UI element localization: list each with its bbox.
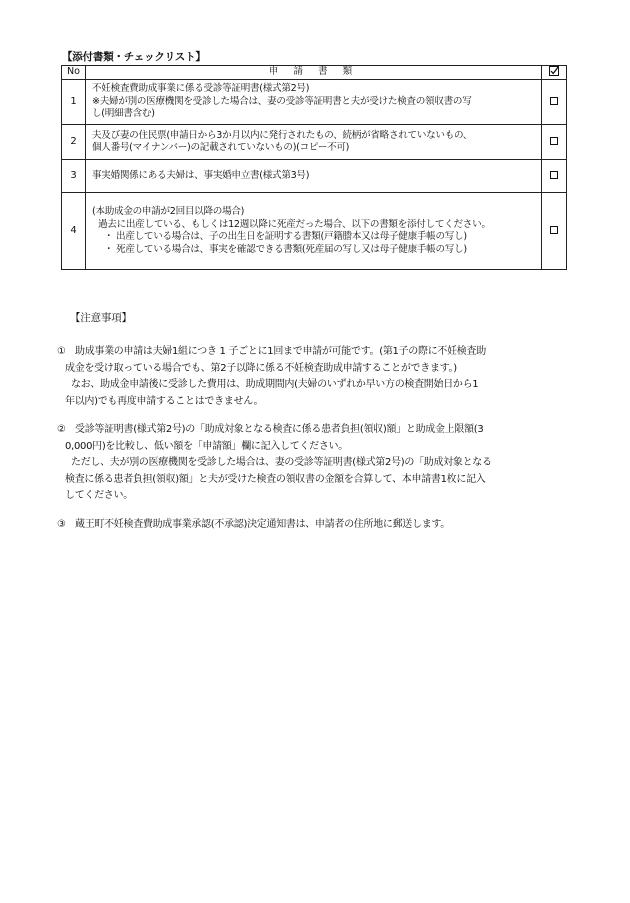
row-check-cell — [542, 125, 567, 160]
note-line: 年以内)でも再度申請することはできません。 — [65, 395, 264, 407]
header-check — [542, 66, 567, 80]
row-document — [86, 160, 542, 193]
doc-line: ・ 出産している場合は、子の出生日を証明する書類(戸籍謄本又は母子健康手帳の写し) — [104, 231, 467, 242]
doc-line: 事実婚関係にある夫婦は、事実婚申立書(様式第3号) — [92, 169, 310, 181]
row-checkbox[interactable] — [550, 97, 558, 105]
row-document — [86, 125, 542, 160]
note-number: ① — [57, 346, 66, 357]
table-row — [62, 80, 567, 125]
doc-line: ・ 死産している場合は、事実を確認できる書類(死産届の写し又は母子健康手帳の写し) — [104, 243, 467, 255]
doc-line: 不妊検査費助成事業に係る受診等証明書(様式第2号) — [92, 83, 310, 95]
row-document — [86, 80, 542, 125]
note-line: 受診等証明書(様式第2号)の「助成対象となる検査に係る患者負担(領収)額」と助成金上限額(3 — [75, 424, 484, 435]
header-documents: 申 請 書 類 — [86, 66, 542, 80]
notes-title: 【注意事項】 — [70, 312, 132, 324]
row-document — [86, 193, 542, 270]
doc-line: (本助成金の申請が2回目以降の場合) — [92, 206, 245, 217]
row-number: 2 — [62, 125, 86, 160]
doc-line: ※夫婦が別の医療機関を受診した場合は、妻の受診等証明書と夫が受けた検査の領収書の写 — [92, 95, 472, 107]
table-header-row — [62, 66, 567, 80]
doc-line: 夫及び妻の住民票(申請日から3か月以内に発行されたもの、続柄が省略されていないもの、 — [92, 129, 473, 141]
row-check-cell — [542, 160, 567, 193]
note-item — [57, 422, 577, 505]
note-number: ③ — [57, 519, 66, 530]
note-line: ただし、夫が別の医療機関を受診した場合は、妻の受診等証明書(様式第2号)の「助成対象となる — [71, 457, 492, 468]
note-line: してください。 — [65, 490, 133, 501]
note-item — [57, 517, 577, 534]
row-number: 4 — [62, 193, 86, 270]
table-row — [62, 125, 567, 160]
table-row — [62, 193, 567, 270]
note-item — [57, 344, 577, 410]
note-line: 蔵王町不妊検査費助成事業承認(不承認)決定通知書は、申請者の住所地に郵送します。 — [75, 519, 451, 530]
table-row — [62, 160, 567, 193]
row-number: 1 — [62, 80, 86, 125]
note-line: なお、助成金申請後に受診した費用は、助成期間内(夫婦のいずれか早い方の検査開始日から1 — [71, 379, 479, 390]
row-check-cell — [542, 193, 567, 270]
note-line: 成金を受け取っている場合でも、第2子以降に係る不妊検査助成申請することができます。) — [65, 362, 457, 374]
doc-line: し(明細書含む) — [92, 108, 155, 120]
doc-line: 過去に出産している、もしくは12週以降に死産だった場合、以下の書類を添付してください。 — [98, 218, 491, 230]
note-line: 検査に係る患者負担(領収)額」と夫が受けた検査の領収書の金額を合算して、本申請書1枚に記入 — [65, 473, 486, 485]
note-line: 助成事業の申請は夫婦1組につき 1 子ごとに1回まで申請が可能です。(第1子の際に不妊検査助 — [75, 346, 486, 357]
row-checkbox[interactable] — [550, 137, 558, 145]
note-line: 0,000円)を比較し、低い額を「申請額」欄に記入してください。 — [65, 440, 348, 452]
checked-box-icon — [549, 66, 559, 76]
row-checkbox[interactable] — [550, 171, 558, 179]
doc-line: 個人番号(マイナンバー)の記載されていないもの)(コピー不可) — [92, 142, 350, 153]
header-no: No — [62, 66, 86, 80]
row-number: 3 — [62, 160, 86, 193]
note-number: ② — [57, 424, 66, 435]
checklist-table — [61, 65, 567, 270]
row-checkbox[interactable] — [550, 226, 558, 234]
checklist-title: 【添付書類・チェックリスト】 — [62, 51, 206, 63]
row-check-cell — [542, 80, 567, 125]
